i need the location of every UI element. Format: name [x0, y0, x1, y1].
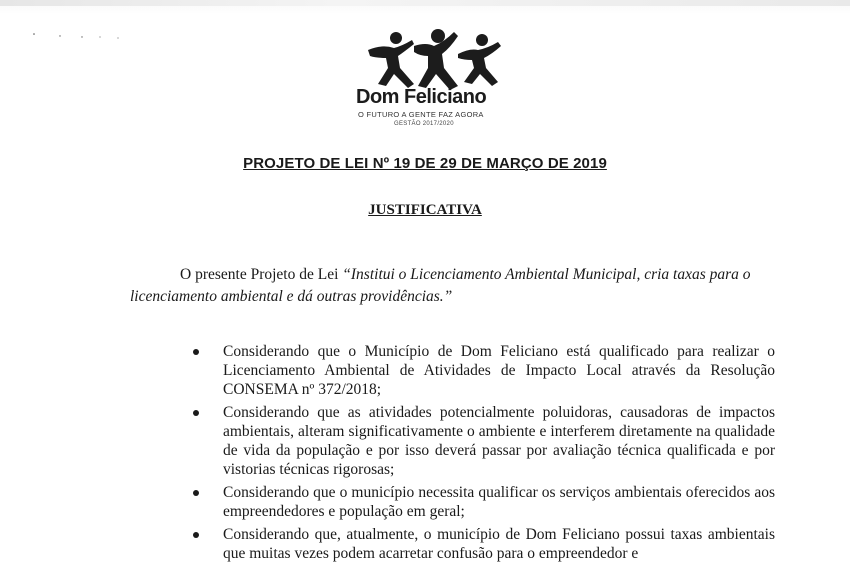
document-title: PROJETO DE LEI Nº 19 DE 29 DE MARÇO DE 2019 — [243, 155, 607, 172]
bullet-icon — [193, 532, 199, 538]
document-subtitle: JUSTIFICATIVA — [368, 202, 482, 218]
list-item — [193, 403, 775, 479]
list-item — [193, 483, 775, 521]
list-item-text: Considerando que o município necessita qualificar os serviços ambientais oferecidos aos empreendedores e população em geral; — [223, 484, 775, 520]
considerations-list — [193, 342, 775, 567]
logo-name: Dom Feliciano — [356, 86, 487, 108]
list-item-text: Considerando que as atividades potencialmente poluidoras, causadoras de impactos ambientais, alteram significativamente o ambiente e interferem diretamente na qualidade de vida da população e por isso deverá passar por avaliação técnica qualificada e por vistorias técnicas rigorosas; — [223, 404, 775, 478]
bullet-icon — [193, 349, 199, 355]
municipal-logo — [352, 28, 512, 136]
three-people-figures-logo-icon — [358, 28, 502, 92]
list-item — [193, 525, 775, 563]
list-item-text: Considerando que, atualmente, o município de Dom Feliciano possui taxas ambientais que muitas vezes podem acarretar confusão para o empreendedor e — [223, 526, 775, 562]
list-item-text: Considerando que o Município de Dom Feliciano está qualificado para realizar o Licenciamento Ambiental de Atividades de Impacto Local através da Resolução CONSEMA nº 372/2018; — [223, 343, 775, 398]
intro-lead: O presente Projeto de Lei — [180, 266, 339, 283]
intro-quote: “Institui o Licenciamento Ambiental Municipal, cria taxas para o licenciamento ambiental e dá outras providências.” — [130, 266, 751, 305]
bullet-icon — [193, 490, 199, 496]
logo-slogan: O FUTURO A GENTE FAZ AGORA — [358, 110, 484, 119]
list-item — [193, 342, 775, 399]
paper-edge — [0, 0, 850, 6]
logo-gestao: GESTÃO 2017/2020 — [394, 121, 454, 127]
intro-paragraph — [130, 264, 775, 308]
scan-specks — [30, 28, 150, 40]
bullet-icon — [193, 410, 199, 416]
